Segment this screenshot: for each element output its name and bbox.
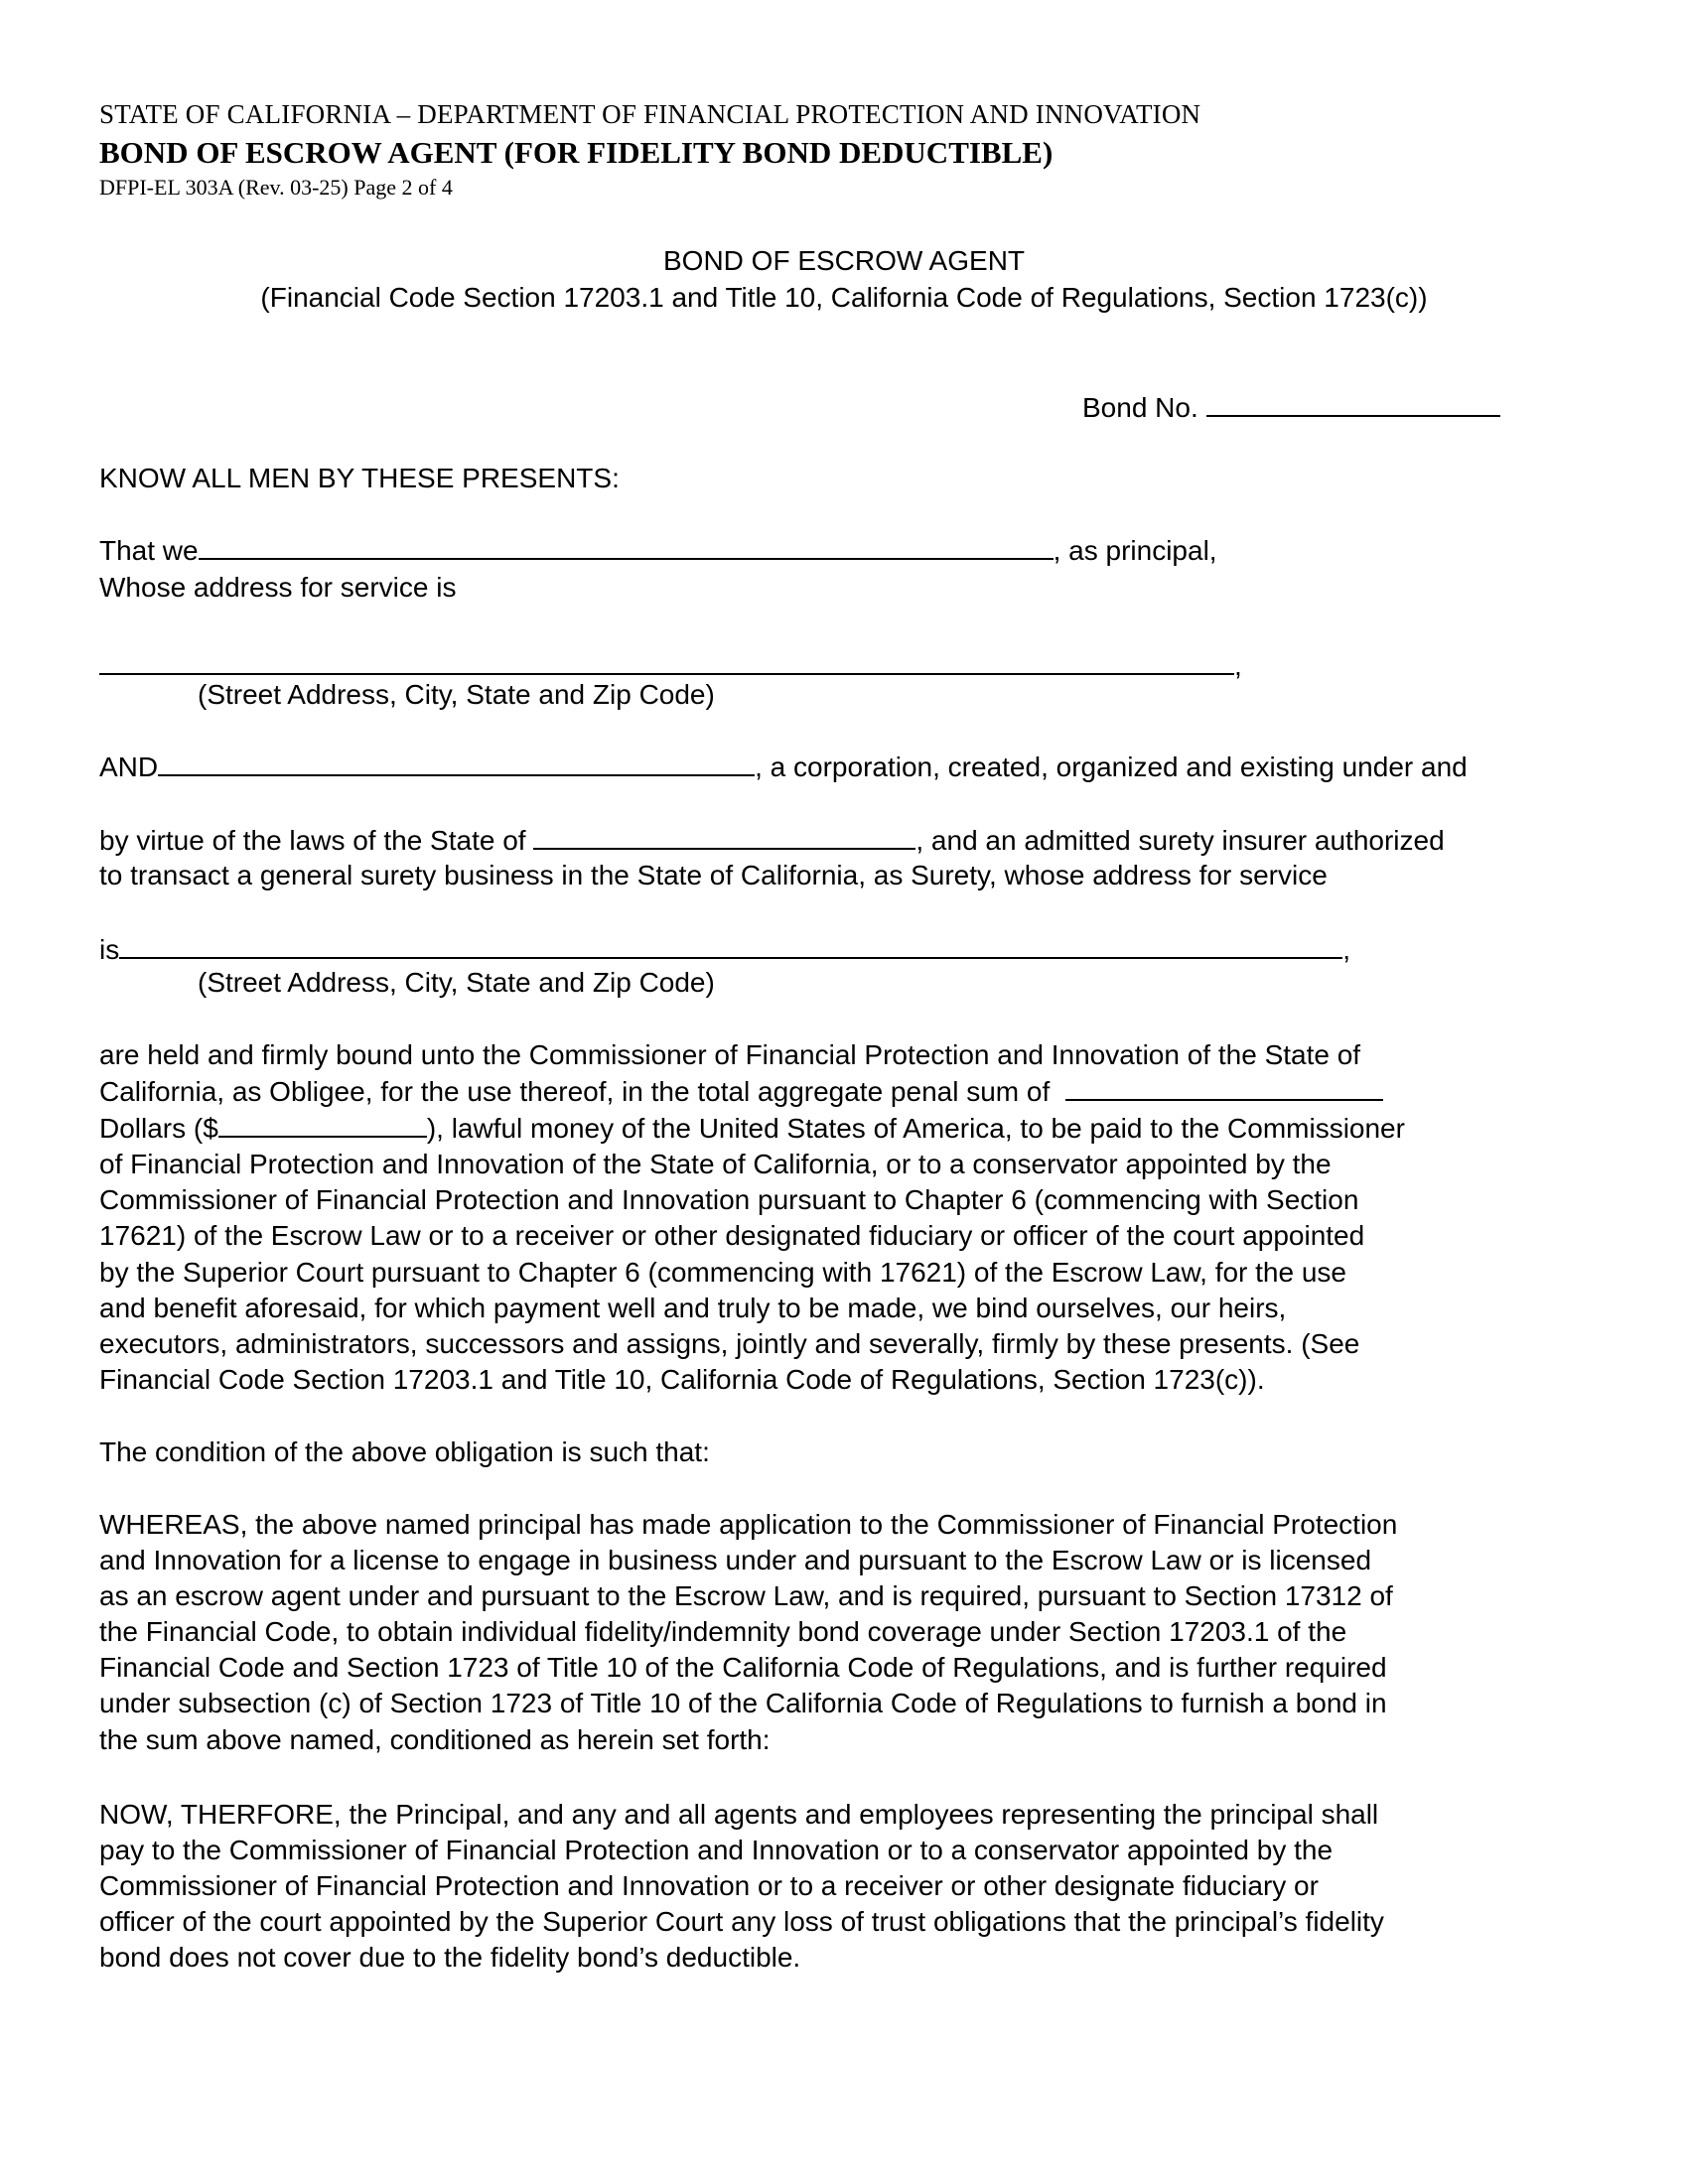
surety-state-row bbox=[99, 822, 1445, 859]
surety-is-prefix: is bbox=[99, 934, 120, 965]
obligation-line: Commissioner of Financial Protection and Innovation pursuant to Chapter 6 (commencing with Section bbox=[99, 1184, 1359, 1216]
obligation-line: Financial Code Section 17203.1 and Title 10, California Code of Regulations, Section 1723(c)). bbox=[99, 1363, 1265, 1395]
obligation-line: executors, administrators, successors and assigns, jointly and severally, firmly by these presents. (See bbox=[99, 1327, 1360, 1359]
whereas-line: the sum above named, conditioned as herein set forth: bbox=[99, 1723, 771, 1755]
surety-prefix: AND bbox=[99, 751, 159, 782]
whereas-paragraph bbox=[99, 1507, 1397, 1758]
surety-suffix: , a corporation, created, organized and existing under and bbox=[755, 751, 1468, 782]
comma: , bbox=[1234, 650, 1242, 681]
whereas-line: the Financial Code, to obtain individual fidelity/indemnity bond coverage under Section 17203.1 of the bbox=[99, 1616, 1347, 1648]
now-therefore-line: NOW, THERFORE, the Principal, and any and all agents and employees representing the principal shall bbox=[99, 1799, 1379, 1830]
whereas-line: and Innovation for a license to engage in business under and pursuant to the Escrow Law or is licensed bbox=[99, 1545, 1372, 1576]
bond-no-label: Bond No. bbox=[1082, 392, 1198, 423]
surety-address-caption: (Street Address, City, State and Zip Code) bbox=[198, 967, 715, 998]
document-subtitle: (Financial Code Section 17203.1 and Title 10, California Code of Regulations, Section 1723(c)) bbox=[260, 282, 1428, 313]
obligation-line bbox=[99, 1110, 1405, 1147]
surety-address-field[interactable] bbox=[119, 931, 1342, 959]
principal-suffix: , as principal, bbox=[1053, 535, 1217, 566]
now-therefore-line: bond does not cover due to the fidelity bond’s deductible. bbox=[99, 1942, 801, 1974]
condition-statement: The condition of the above obligation is such that: bbox=[99, 1436, 710, 1467]
know-all-heading: KNOW ALL MEN BY THESE PRESENTS: bbox=[99, 463, 620, 493]
principal-row bbox=[99, 532, 1217, 569]
document-title: BOND OF ESCROW AGENT bbox=[662, 245, 1026, 276]
form-id: DFPI-EL 303A (Rev. 03-25) Page 2 of 4 bbox=[99, 175, 453, 200]
principal-address-field[interactable] bbox=[99, 647, 1234, 675]
obligation-line: 17621) of the Escrow Law or to a receiver or other designated fiduciary or officer of the court appointed bbox=[99, 1220, 1365, 1252]
bond-no-field[interactable] bbox=[1206, 389, 1500, 417]
now-therefore-line: officer of the court appointed by the Superior Court any loss of trust obligations that the principal’s fidelity bbox=[99, 1906, 1384, 1938]
principal-prefix: That we bbox=[99, 535, 199, 566]
agency-header: STATE OF CALIFORNIA – DEPARTMENT OF FINANCIAL PROTECTION AND INNOVATION bbox=[99, 99, 1201, 129]
whereas-line: WHEREAS, the above named principal has made application to the Commissioner of Financial Protection bbox=[99, 1509, 1398, 1540]
now-therefore-line: pay to the Commissioner of Financial Protection and Innovation or to a conservator appointed by the bbox=[99, 1835, 1334, 1866]
comma: , bbox=[1342, 934, 1351, 965]
now-therefore-paragraph bbox=[99, 1797, 1384, 1976]
whereas-line: under subsection (c) of Section 1723 of Title 10 of the California Code of Regulations to furnish a bond in bbox=[99, 1688, 1387, 1719]
dollars-suffix: ), lawful money of the United States of America, to be paid to the Commissioner bbox=[426, 1113, 1405, 1145]
whereas-line: Financial Code and Section 1723 of Title 10 of the California Code of Regulations, and is further required bbox=[99, 1652, 1387, 1684]
surety-state-field[interactable] bbox=[533, 822, 915, 850]
obligation-line: by the Superior Court pursuant to Chapter 6 (commencing with 17621) of the Escrow Law, for the use bbox=[99, 1256, 1346, 1288]
principal-address-label: Whose address for service is bbox=[99, 572, 457, 603]
obligation-line: are held and firmly bound unto the Commissioner of Financial Protection and Innovation of the State of bbox=[99, 1039, 1361, 1070]
bond-number-row bbox=[1082, 389, 1500, 426]
obligation-line bbox=[99, 1073, 1405, 1110]
surety-address-row bbox=[99, 931, 1350, 968]
obligation-line: of Financial Protection and Innovation of the State of California, or to a conservator appointed by the bbox=[99, 1149, 1332, 1180]
penal-sum-amount-field[interactable] bbox=[218, 1110, 427, 1138]
now-therefore-line: Commissioner of Financial Protection and Innovation or to a receiver or other designate fiduciary or bbox=[99, 1870, 1319, 1902]
penal-sum-words-field[interactable] bbox=[1065, 1073, 1383, 1101]
surety-name-field[interactable] bbox=[158, 749, 755, 776]
surety-state-prefix: by virtue of the laws of the State of bbox=[99, 825, 526, 856]
surety-row bbox=[99, 749, 1468, 785]
obligation-paragraph bbox=[99, 1037, 1405, 1398]
obligation-line: and benefit aforesaid, for which payment well and truly to be made, we bind ourselves, our heirs, bbox=[99, 1292, 1287, 1323]
principal-name-field[interactable] bbox=[199, 532, 1054, 560]
surety-state-suffix: , and an admitted surety insurer authorized bbox=[915, 825, 1445, 856]
principal-address-caption: (Street Address, City, State and Zip Code) bbox=[198, 679, 715, 710]
surety-line3: to transact a general surety business in the State of California, as Surety, whose address for service bbox=[99, 860, 1328, 890]
dollars-prefix: Dollars ($ bbox=[99, 1113, 218, 1145]
form-title: BOND OF ESCROW AGENT (FOR FIDELITY BOND DEDUCTIBLE) bbox=[99, 135, 1054, 170]
whereas-line: as an escrow agent under and pursuant to the Escrow Law, and is required, pursuant to Section 17312 of bbox=[99, 1580, 1393, 1612]
obligation-line2-text: California, as Obligee, for the use thereof, in the total aggregate penal sum of bbox=[99, 1076, 1051, 1108]
